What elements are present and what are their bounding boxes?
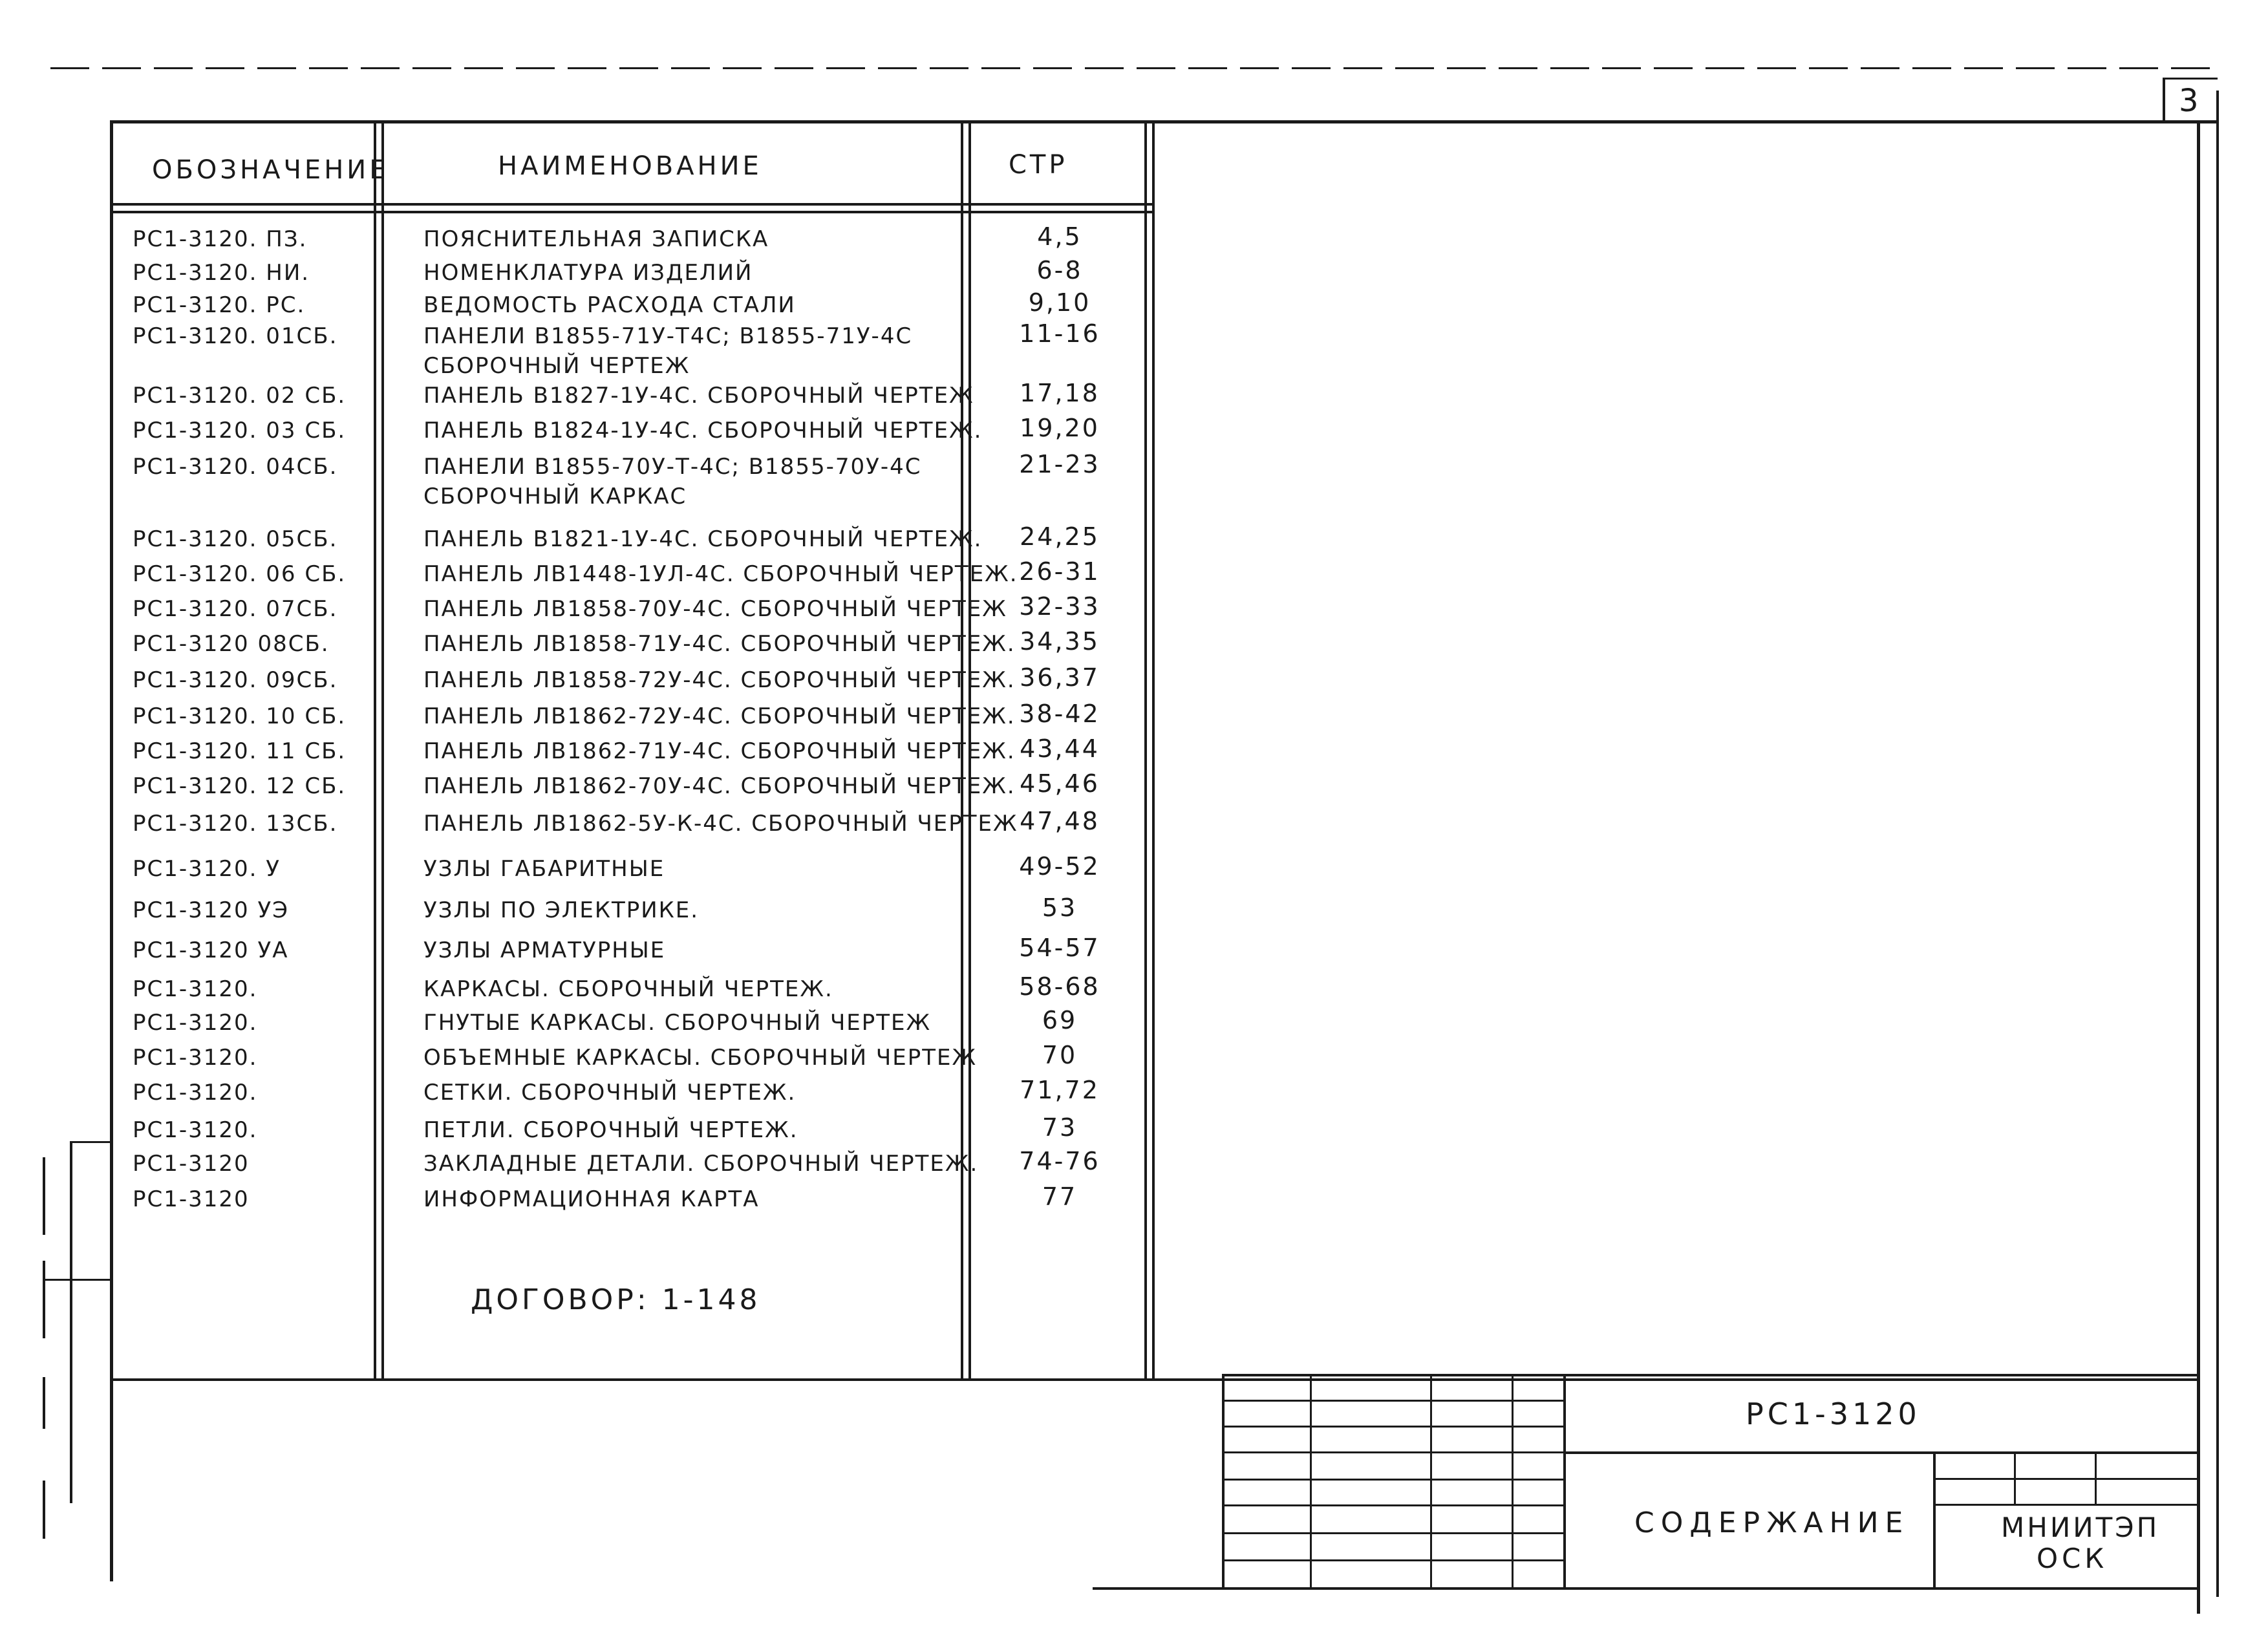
- row-name: ПАНЕЛЬ ЛВ1858-72У-4С. СБОРОЧНЫЙ ЧЕРТЕЖ.: [423, 667, 1016, 693]
- binding-mark-3: [43, 1377, 45, 1429]
- stamp-org-h2: [1933, 1504, 2199, 1506]
- row-page: 19,20: [1020, 414, 1100, 442]
- stamp-left: [1222, 1374, 1225, 1590]
- row-page: 38-42: [1019, 700, 1100, 728]
- row-designation: РС1-3120. РС.: [133, 292, 306, 318]
- stamp-h1: [1222, 1400, 1565, 1402]
- row-name: ПАНЕЛЬ ЛВ1862-5У-К-4С. СБОРОЧНЫЙ ЧЕРТЕЖ: [423, 811, 1018, 837]
- row-page: 34,35: [1020, 627, 1100, 656]
- row-name: ВЕДОМОСТЬ РАСХОДА СТАЛИ: [423, 292, 796, 318]
- row-designation: РС1-3120. У: [133, 856, 281, 882]
- row-name: ПАНЕЛЬ ЛВ1862-70У-4С. СБОРОЧНЫЙ ЧЕРТЕЖ.: [423, 773, 1016, 799]
- row-designation: РС1-3120. 09СБ.: [133, 667, 338, 693]
- row-designation: РС1-3120. 05СБ.: [133, 526, 338, 552]
- row-designation: РС1-3120: [133, 1151, 250, 1177]
- row-page: 4,5: [1037, 222, 1082, 251]
- row-name: ПАНЕЛЬ ЛВ1448-1УЛ-4С. СБОРОЧНЫЙ ЧЕРТЕЖ.: [423, 561, 1018, 587]
- sheet-number-box-top: [2163, 78, 2218, 80]
- row-name: ПАНЕЛЬ ЛВ1862-72У-4С. СБОРОЧНЫЙ ЧЕРТЕЖ.: [423, 703, 1016, 729]
- trim-line: [50, 67, 2216, 69]
- row-name-continuation: СБОРОЧНЫЙ КАРКАС: [423, 484, 687, 509]
- binding-line-c: [43, 1279, 110, 1281]
- row-page: 69: [1042, 1006, 1078, 1034]
- row-designation: РС1-3120.: [133, 1080, 258, 1106]
- stamp-organization-line2: ОСК: [2037, 1543, 2108, 1574]
- row-designation: РС1-3120. НИ.: [133, 260, 310, 286]
- row-designation: РС1-3120.: [133, 976, 258, 1002]
- stamp-bottom: [1093, 1587, 2199, 1590]
- row-name: НОМЕНКЛАТУРА ИЗДЕЛИЙ: [423, 260, 753, 286]
- row-designation: РС1-3120.: [133, 1045, 258, 1071]
- header-rule-a: [110, 203, 1155, 206]
- row-designation: РС1-3120. ПЗ.: [133, 226, 308, 252]
- binding-mark-2: [43, 1261, 45, 1338]
- row-page: 45,46: [1020, 769, 1100, 798]
- row-name: ПАНЕЛЬ В1824-1У-4С. СБОРОЧНЫЙ ЧЕРТЕЖ.: [423, 418, 983, 444]
- row-page: 54-57: [1019, 934, 1100, 962]
- row-name: ПАНЕЛЬ ЛВ1862-71У-4С. СБОРОЧНЫЙ ЧЕРТЕЖ.: [423, 738, 1016, 764]
- row-designation: РС1-3120. 07СБ.: [133, 596, 338, 622]
- row-page: 24,25: [1020, 522, 1100, 551]
- row-designation: РС1-3120. 11 СБ.: [133, 738, 347, 764]
- sheet-number-box-left: [2163, 78, 2165, 123]
- row-page: 17,18: [1020, 379, 1100, 407]
- row-name: СЕТКИ. СБОРОЧНЫЙ ЧЕРТЕЖ.: [423, 1080, 797, 1106]
- stamp-h2: [1222, 1426, 1565, 1428]
- row-page: 77: [1042, 1182, 1078, 1211]
- stamp-v3: [1512, 1374, 1514, 1590]
- row-page: 49-52: [1019, 852, 1100, 881]
- row-designation: РС1-3120. 12 СБ.: [133, 773, 347, 799]
- row-page: 47,48: [1020, 807, 1100, 835]
- frame-right-outer: [2216, 91, 2219, 1597]
- column-header-designation: ОБОЗНАЧЕНИЕ: [152, 155, 389, 185]
- row-page: 43,44: [1020, 734, 1100, 763]
- stamp-org-h1: [1933, 1478, 2199, 1480]
- stamp-v4: [1563, 1374, 1566, 1590]
- stamp-h4: [1222, 1479, 1565, 1481]
- binding-mark-1: [43, 1157, 45, 1235]
- row-name: ИНФОРМАЦИОННАЯ КАРТА: [423, 1186, 760, 1212]
- stamp-h5: [1222, 1504, 1565, 1506]
- row-designation: РС1-3120. 13СБ.: [133, 811, 338, 837]
- table-bottom-rule: [110, 1378, 2199, 1381]
- row-name: ПАНЕЛЬ ЛВ1858-71У-4С. СБОРОЧНЫЙ ЧЕРТЕЖ.: [423, 631, 1016, 657]
- frame-top: [110, 120, 2218, 123]
- row-designation: РС1-3120.: [133, 1117, 258, 1143]
- row-name: КАРКАСЫ. СБОРОЧНЫЙ ЧЕРТЕЖ.: [423, 976, 833, 1002]
- row-designation: РС1-3120. 03 СБ.: [133, 418, 347, 444]
- row-name: ПАНЕЛИ В1855-71У-Т4С; В1855-71У-4С: [423, 323, 913, 349]
- binding-line-b: [70, 1141, 110, 1143]
- stamp-v2: [1430, 1374, 1432, 1590]
- stamp-h3: [1222, 1451, 1565, 1453]
- header-rule-b: [110, 211, 1155, 213]
- row-page: 58-68: [1019, 972, 1100, 1001]
- row-designation: РС1-3120 08СБ.: [133, 631, 330, 657]
- contract-note: ДОГОВОР: 1-148: [471, 1283, 761, 1316]
- row-designation: РС1-3120.: [133, 1010, 258, 1036]
- stamp-title: СОДЕРЖАНИЕ: [1634, 1506, 1910, 1539]
- row-designation: РС1-3120. 01СБ.: [133, 323, 338, 349]
- stamp-h7: [1222, 1559, 1565, 1561]
- frame-right: [2197, 120, 2200, 1614]
- row-page: 11-16: [1019, 319, 1100, 348]
- stamp-v1: [1310, 1374, 1312, 1590]
- row-name: УЗЛЫ АРМАТУРНЫЕ: [423, 937, 666, 963]
- col-rule-3b: [1152, 120, 1155, 1381]
- row-designation: РС1-3120. 10 СБ.: [133, 703, 347, 729]
- col-rule-1a: [374, 120, 376, 1381]
- row-designation: РС1-3120. 02 СБ.: [133, 383, 347, 409]
- row-name: ПОЯСНИТЕЛЬНАЯ ЗАПИСКА: [423, 226, 769, 252]
- row-page: 53: [1042, 893, 1078, 922]
- sheet-number: 3: [2179, 83, 2200, 119]
- row-name: ПАНЕЛЬ В1821-1У-4С. СБОРОЧНЫЙ ЧЕРТЕЖ.: [423, 526, 983, 552]
- row-name: ПАНЕЛЬ ЛВ1858-70У-4С. СБОРОЧНЫЙ ЧЕРТЕЖ: [423, 596, 1007, 622]
- row-designation: РС1-3120 УЭ: [133, 897, 289, 923]
- row-name: ОБЪЕМНЫЕ КАРКАСЫ. СБОРОЧНЫЙ ЧЕРТЕЖ: [423, 1045, 978, 1071]
- stamp-org-divider-v: [1933, 1451, 1936, 1590]
- row-designation: РС1-3120. 06 СБ.: [133, 561, 347, 587]
- row-page: 32-33: [1019, 592, 1100, 621]
- row-page: 70: [1042, 1041, 1078, 1069]
- stamp-organization-line1: МНИИТЭП: [2001, 1512, 2160, 1543]
- stamp-h6: [1222, 1532, 1565, 1534]
- stamp-top: [1222, 1374, 2199, 1376]
- column-header-page: СТР: [1009, 150, 1068, 180]
- row-page: 26-31: [1019, 557, 1100, 586]
- row-name: ПАНЕЛИ В1855-70У-Т-4С; В1855-70У-4С: [423, 454, 922, 480]
- stamp-title-divider: [1563, 1451, 2199, 1454]
- row-name: ГНУТЫЕ КАРКАСЫ. СБОРОЧНЫЙ ЧЕРТЕЖ: [423, 1010, 932, 1036]
- row-designation: РС1-3120: [133, 1186, 250, 1212]
- row-page: 6-8: [1036, 256, 1083, 284]
- col-rule-1b: [381, 120, 384, 1381]
- frame-left: [110, 120, 113, 1581]
- stamp-org-v1: [2014, 1451, 2016, 1506]
- row-page: 74-76: [1019, 1147, 1100, 1175]
- stamp-designation: РС1-3120: [1746, 1396, 1921, 1431]
- row-page: 73: [1042, 1113, 1078, 1142]
- row-page: 36,37: [1020, 663, 1100, 692]
- row-page: 71,72: [1020, 1076, 1100, 1104]
- col-rule-3a: [1144, 120, 1147, 1381]
- row-designation: РС1-3120. 04СБ.: [133, 454, 338, 480]
- row-name: УЗЛЫ ГАБАРИТНЫЕ: [423, 856, 665, 882]
- row-name: ПЕТЛИ. СБОРОЧНЫЙ ЧЕРТЕЖ.: [423, 1117, 798, 1143]
- row-name-continuation: СБОРОЧНЫЙ ЧЕРТЕЖ: [423, 353, 690, 379]
- row-name: ЗАКЛАДНЫЕ ДЕТАЛИ. СБОРОЧНЫЙ ЧЕРТЕЖ.: [423, 1151, 979, 1177]
- row-name: ПАНЕЛЬ В1827-1У-4С. СБОРОЧНЫЙ ЧЕРТЕЖ: [423, 383, 974, 409]
- row-designation: РС1-3120 УА: [133, 937, 289, 963]
- stamp-org-v2: [2095, 1451, 2097, 1506]
- column-header-name: НАИМЕНОВАНИЕ: [498, 151, 762, 181]
- row-name: УЗЛЫ ПО ЭЛЕКТРИКЕ.: [423, 897, 700, 923]
- row-page: 9,10: [1028, 288, 1091, 317]
- binding-line-a: [70, 1141, 72, 1503]
- row-page: 21-23: [1019, 450, 1100, 478]
- binding-mark-4: [43, 1481, 45, 1539]
